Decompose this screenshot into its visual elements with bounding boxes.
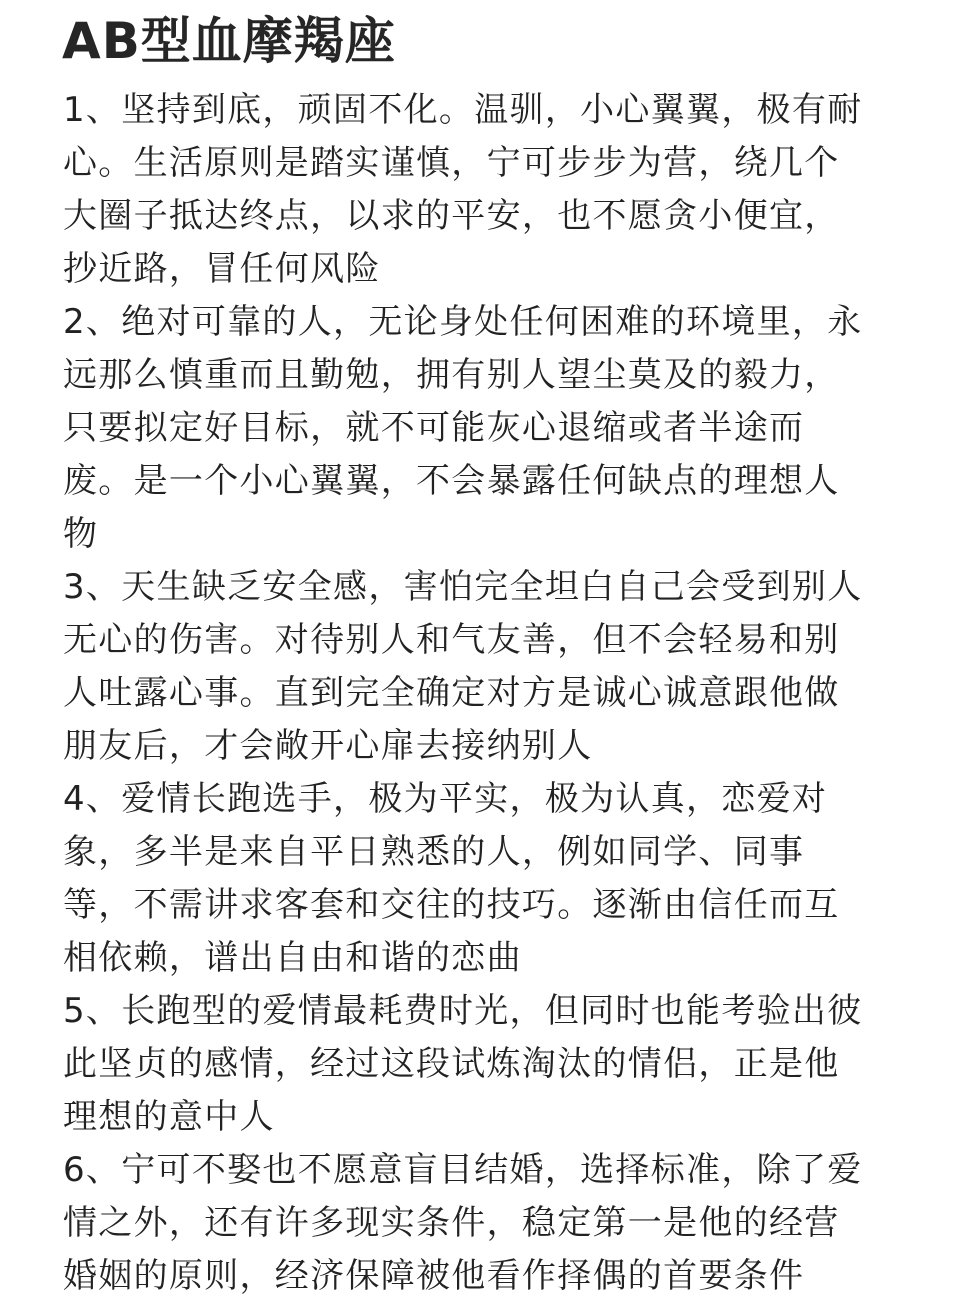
text-line: 6、宁可不娶也不愿意盲目结婚，选择标准，除了爱	[63, 1150, 863, 1190]
text-line: 4、爱情长跑选手，极为平实，极为认真，恋爱对	[63, 779, 828, 819]
text-line: 只要拟定好目标，就不可能灰心退缩或者半途而	[63, 408, 805, 448]
text-line: 等，不需讲求客套和交往的技巧。逐渐由信任而互	[63, 885, 840, 925]
text-line: 2、绝对可靠的人，无论身处任何困难的环境里，永	[63, 302, 863, 342]
text-line: 远那么慎重而且勤勉，拥有别人望尘莫及的毅力，	[63, 355, 840, 395]
text-line: 象，多半是来自平日熟悉的人，例如同学、同事	[63, 832, 805, 872]
text-line: 相依赖，谱出自由和谐的恋曲	[63, 938, 522, 978]
text-line: 人吐露心事。直到完全确定对方是诚心诚意跟他做	[63, 673, 840, 713]
text-line: 抄近路，冒任何风险	[63, 249, 381, 289]
text-line: 此坚贞的感情，经过这段试炼淘汰的情侣，正是他	[63, 1044, 840, 1084]
text-line: 1、坚持到底，顽固不化。温驯，小心翼翼，极有耐	[63, 90, 863, 130]
text-line: 情之外，还有许多现实条件，稳定第一是他的经营	[63, 1203, 840, 1243]
text-line: 大圈子抵达终点，以求的平安，也不愿贪小便宜，	[63, 196, 840, 236]
text-line: 废。是一个小心翼翼，不会暴露任何缺点的理想人	[63, 461, 840, 501]
text-line: 物	[63, 514, 99, 554]
text-line: 3、天生缺乏安全感，害怕完全坦白自己会受到别人	[63, 567, 863, 607]
article-body	[63, 84, 863, 1303]
text-line: 理想的意中人	[63, 1097, 275, 1137]
text-line: 5、长跑型的爱情最耗费时光，但同时也能考验出彼	[63, 991, 863, 1031]
text-line: 心。生活原则是踏实谨慎，宁可步步为营，绕几个	[63, 143, 840, 183]
page-title: AB型血摩羯座	[62, 12, 396, 70]
text-line: 朋友后，才会敞开心扉去接纳别人	[63, 726, 593, 766]
text-line: 无心的伤害。对待别人和气友善，但不会轻易和别	[63, 620, 840, 660]
text-line: 婚姻的原则，经济保障被他看作择偶的首要条件	[63, 1256, 805, 1296]
